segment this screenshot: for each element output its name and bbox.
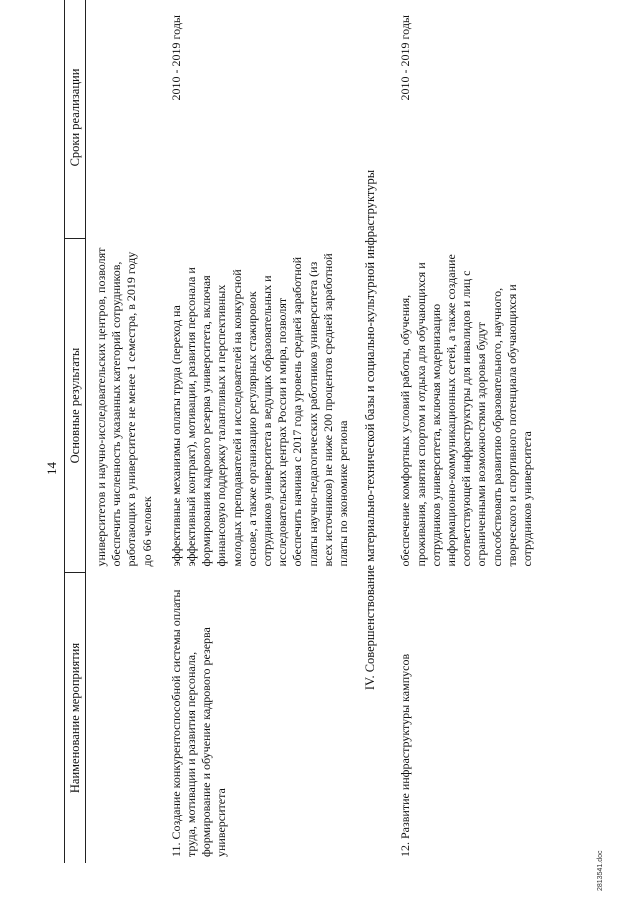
- page-number: 14: [44, 462, 59, 475]
- measures-table: [64, 0, 537, 863]
- cell-results-11: эффективные механизмы оплаты труда (переход на эффективный контракт), мотивации, развития персонала и формирования кадрового резерва университета, включая финансовую поддержку талантливых и перспективных молодых преподавателей и исследователей на конкурсной основе, а также организацию регулярных стажировок сотрудников университета в ведущих образовательных и исследовательских центрах России и мира, позволят обеспечить начиная с 2017 года уровень средней заработной платы научно-педагогических работников университета (из всех источников) не ниже 200 процентов средней заработной платы по экономике региона: [168, 253, 351, 567]
- cell-terms-12: 2010 - 2019 годы: [398, 15, 413, 101]
- cell-results-12: обеспечение комфортных условий работы, обучения, проживания, занятия спортом и отдыха для обучающихся и сотрудников университета, включая модернизацию информационно-коммуникационных сетей, а также создание соответствующей инфраструктуры для инвалидов и лиц с ограниченными возможностями здоровья будут способствовать развитию образовательного, научного, творческого и спортивного потенциала обучающихся и сотрудников университета: [398, 254, 535, 567]
- cell-activity-11: 11. Создание конкурентоспособной системы оплаты труда, мотивации и развития персонала, формирование и обучение кадрового резерва университета: [168, 589, 229, 857]
- header-terms: Сроки реализации: [65, 0, 86, 239]
- section-title: IV. Совершенствование материально-технической базы и социально-культурной инфраструктуры: [363, 169, 378, 691]
- table-row-continuation: [86, 0, 167, 863]
- header-results: Основные результаты: [65, 239, 86, 573]
- cell-empty: [86, 573, 167, 864]
- cell-empty: [86, 0, 167, 239]
- cell-results-continuation: университетов и научно-исследовательских центров, позволят обеспечить численность указанных категорий сотрудников, работающих в университете не менее 1 семестра, в 2019 году до 66 человек: [94, 247, 154, 567]
- table-row-12: [396, 0, 537, 863]
- cell-activity-12: 12. Развитие инфраструктуры кампусов: [398, 653, 413, 857]
- cell-terms-11: 2010 - 2019 годы: [168, 15, 183, 101]
- document-filename: 2813541.doc: [597, 850, 604, 891]
- table-header-row: [65, 0, 86, 863]
- table-row-11: [167, 0, 359, 863]
- header-activity: Наименование мероприятия: [65, 573, 86, 864]
- section-heading-row: [359, 0, 396, 863]
